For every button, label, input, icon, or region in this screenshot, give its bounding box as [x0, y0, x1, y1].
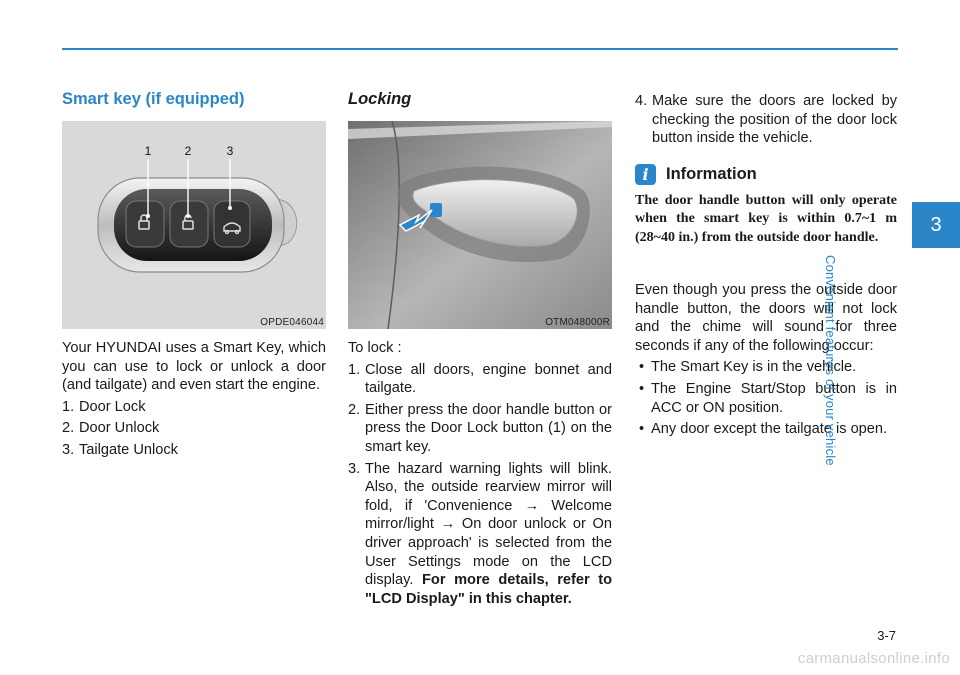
step-4: 4. Make sure the doors are locked by checking the position of the door lock button inside the vehicle. — [635, 93, 897, 147]
list-item: • Any door except the tailgate is open. — [639, 421, 888, 438]
chapter-tab: 3 — [912, 202, 960, 248]
list-item: 1. Close all doors, engine bonnet and tailgate. — [348, 361, 612, 397]
smart-key-figure — [62, 121, 326, 329]
page-number: 3-7 — [877, 628, 896, 643]
section-heading-locking: Locking — [348, 90, 412, 108]
information-body: The door handle button will only operate when the smart key is within 0.7~1 m (28~40 in.) from the outside door handle. — [635, 193, 897, 245]
key-label-1: 1 — [144, 144, 152, 158]
watermark: carmanualsonline.info — [797, 650, 950, 667]
smart-key-intro: Your HYUNDAI uses a Smart Key, which you can use to lock or unlock a door (and tailgate) and even start the engine. — [62, 340, 326, 394]
lcd-reference: For more details, refer to "LCD Display" in this chapter. — [365, 572, 612, 607]
door-lock-key-button — [126, 201, 164, 247]
key-label-3: 3 — [226, 144, 234, 158]
tailgate-key-button — [214, 201, 250, 247]
door-handle-illustration — [348, 121, 612, 329]
top-rule — [62, 48, 898, 50]
to-lock-label: To lock : — [348, 340, 402, 356]
information-title: Information — [666, 165, 757, 183]
list-item: 2. Either press the door handle button or press the Door Lock button (1) on the smart key. — [348, 401, 612, 455]
key-label-2: 2 — [184, 144, 192, 158]
list-item: 2. Door Unlock — [62, 420, 160, 437]
chapter-title-vertical: Convenient features of your vehicle — [823, 255, 839, 466]
list-item: 3. The hazard warning lights will blink. Also, the outside rearview mirror will fold, if 'Convenience → Welcome mirror/light → On door unlock or On driver approach' is selected from the User Settings mode on the LCD display. For more details, refer to "LCD Display" in this chapter. — [348, 460, 612, 607]
smart-key-illustration — [62, 121, 326, 329]
middle-body — [348, 339, 612, 611]
figure-code: OPDE046044 — [260, 317, 324, 328]
left-body — [62, 339, 326, 463]
right-body — [635, 281, 897, 439]
section-heading-smart-key: Smart key (if equipped) — [62, 90, 245, 108]
conditions-paragraph: Even though you press the outside door handle button, the doors will not lock and the chime will sound for three seconds if any of the following occur: — [635, 282, 897, 354]
door-handle-figure — [348, 121, 612, 329]
list-item: • The Engine Start/Stop button is in ACC or ON position. — [639, 380, 897, 416]
list-item: 3. Tailgate Unlock — [62, 441, 178, 458]
figure-code: OTM048000R — [545, 317, 610, 328]
info-icon: i — [635, 164, 656, 185]
door-unlock-key-button — [170, 201, 208, 247]
information-header — [635, 164, 757, 185]
list-item: • The Smart Key is in the vehicle. — [639, 359, 857, 376]
list-item: 1. Door Lock — [62, 398, 146, 415]
